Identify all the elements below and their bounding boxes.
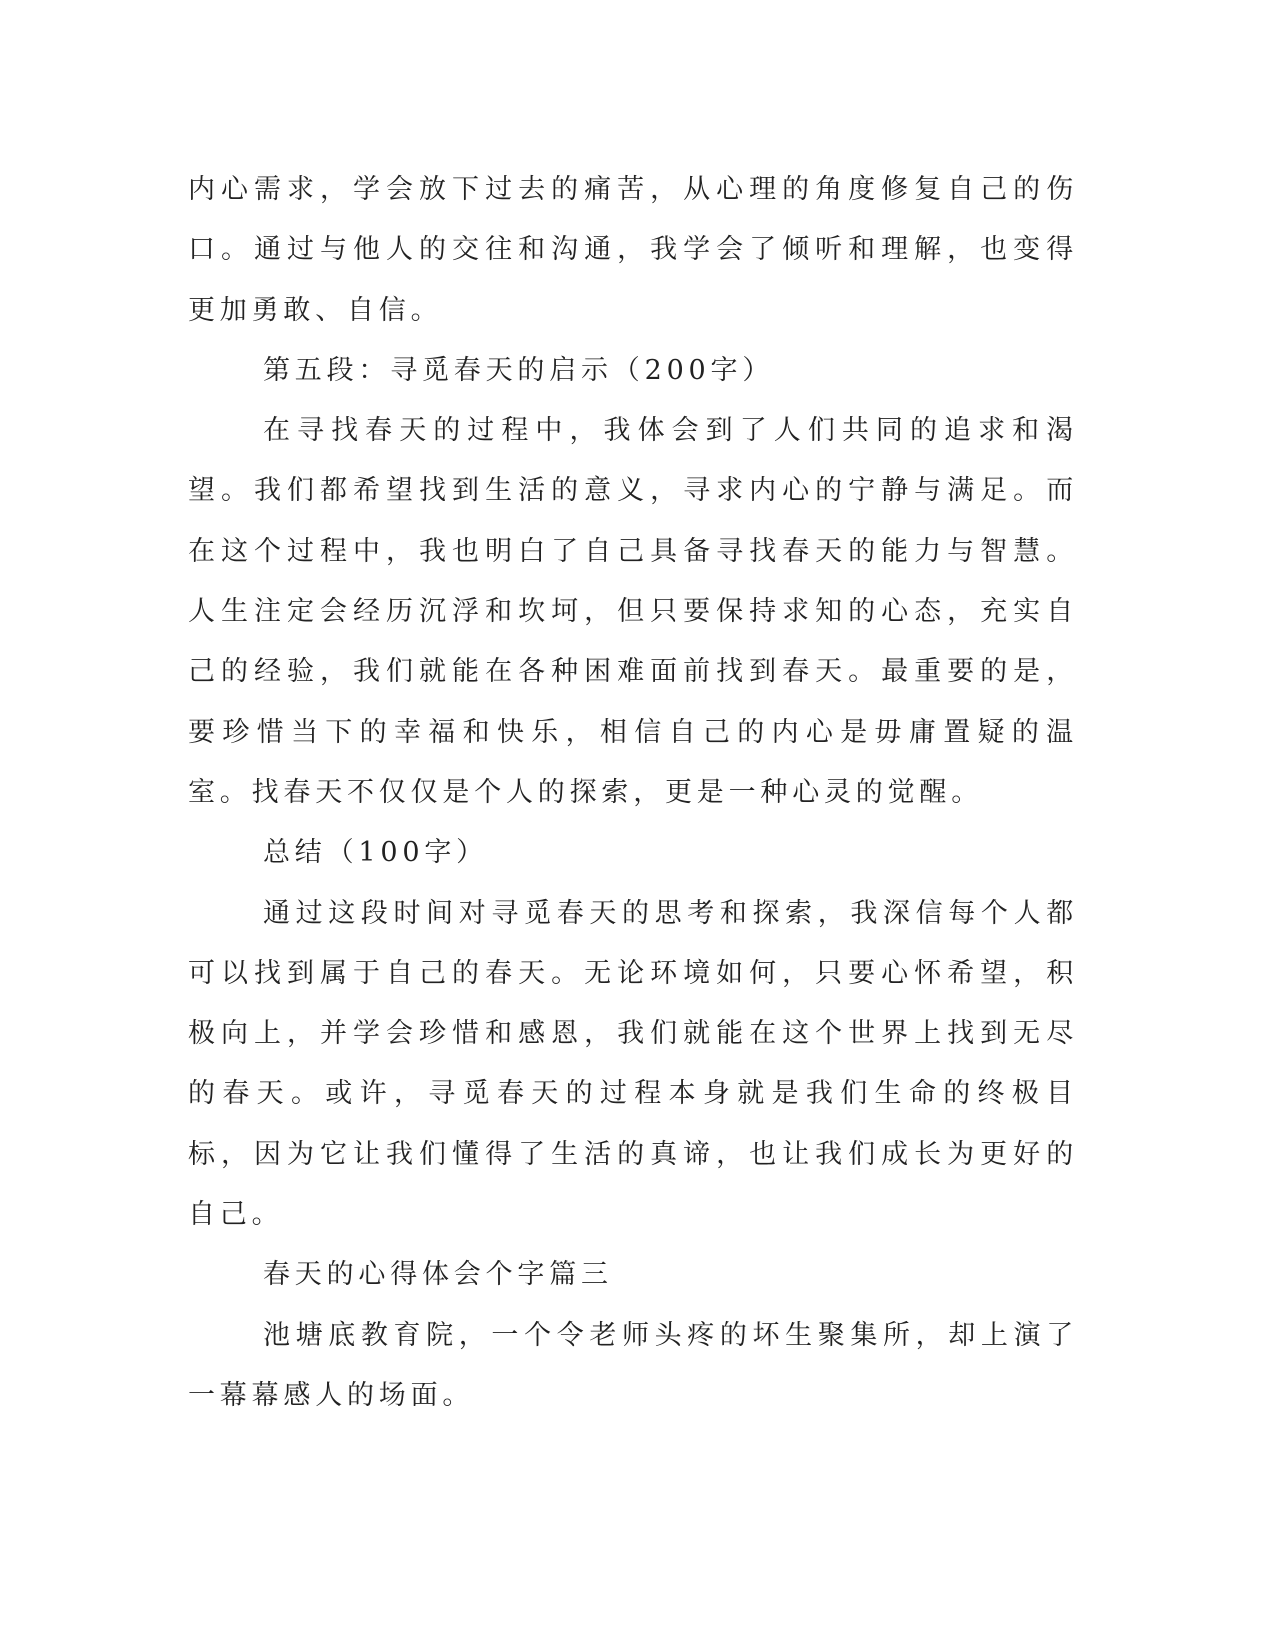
paragraph-part-three-intro: 池塘底教育院，一个令老师头疼的坏生聚集所，却上演了一幕幕感人的场面。 (188, 1319, 1078, 1411)
paragraph-continuation: 内心需求，学会放下过去的痛苦，从心理的角度修复自己的伤口。通过与他人的交往和沟通，我学会了倾听和理解，也变得更加勇敢、自信。 (188, 174, 1078, 326)
section-heading-summary: 总结（100字） (263, 837, 488, 869)
section-heading-part-five: 第五段：寻觅春天的启示（200字） (263, 354, 775, 386)
article-heading-part-three: 春天的心得体会个字篇三 (263, 1259, 613, 1291)
document-body (188, 160, 1078, 1426)
paragraph-part-five-body: 在寻找春天的过程中，我体会到了人们共同的追求和渴望。我们都希望找到生活的意义，寻求内心的宁静与满足。而在这个过程中，我也明白了自己具备寻找春天的能力与智慧。人生注定会经历沉浮和坎坷，但只要保持求知的心态，充实自己的经验，我们就能在各种困难面前找到春天。最重要的是，要珍惜当下的幸福和快乐，相信自己的内心是毋庸置疑的温室。找春天不仅仅是个人的探索，更是一种心灵的觉醒。 (188, 415, 1078, 808)
paragraph-summary-body: 通过这段时间对寻觅春天的思考和探索，我深信每个人都可以找到属于自己的春天。无论环境如何，只要心怀希望，积极向上，并学会珍惜和感恩，我们就能在这个世界上找到无尽的春天。或许，寻觅春天的过程本身就是我们生命的终极目标，因为它让我们懂得了生活的真谛，也让我们成长为更好的自己。 (188, 897, 1078, 1231)
